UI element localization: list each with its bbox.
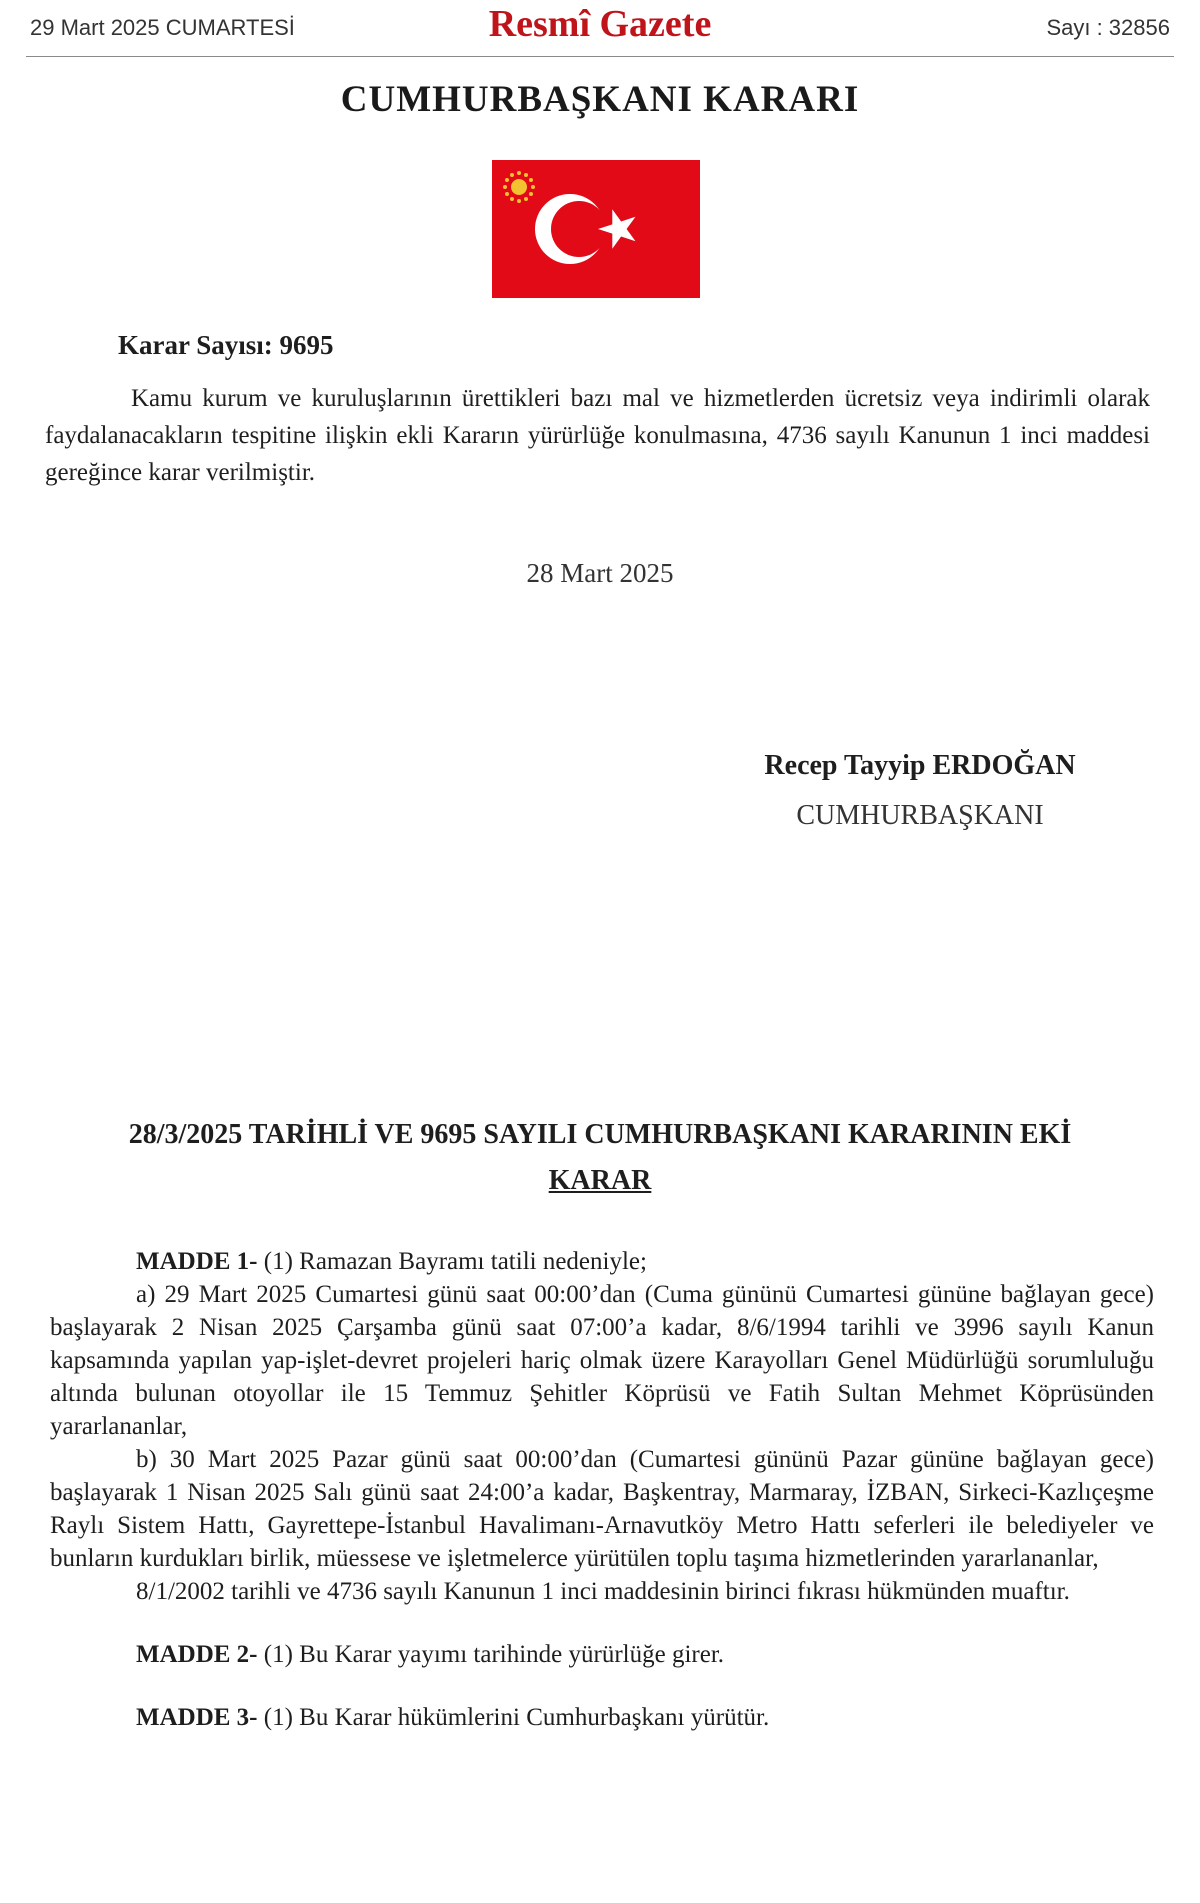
article-2: [50, 1638, 1154, 1671]
annex-articles: [50, 1245, 1154, 1734]
article-3-label: MADDE 3-: [136, 1704, 258, 1731]
signatory-title: CUMHURBAŞKANI: [796, 800, 1044, 831]
decision-number: Karar Sayısı: 9695: [118, 330, 334, 360]
article-1-label: MADDE 1-: [136, 1248, 258, 1275]
gazette-title: Resmî Gazete: [488, 3, 712, 45]
annex-title: [0, 1112, 1200, 1204]
annex-title-line2: KARAR: [548, 1165, 652, 1196]
article-1-closing: 8/1/2002 tarihli ve 4736 sayılı Kanunun 1 inci maddesinin birinci fıkrası hükmünden muaftır.: [136, 1578, 1070, 1605]
article-3-text: (1) Bu Karar hükümlerini Cumhurbaşkanı yürütür.: [257, 1704, 770, 1731]
article-2-text: (1) Bu Karar yayımı tarihinde yürürlüğe girer.: [257, 1641, 725, 1668]
article-2-label: MADDE 2-: [136, 1641, 258, 1668]
article-1-clause-b: b) 30 Mart 2025 Pazar günü saat 00:00’dan (Cumartesi gününü Pazar gününe bağlayan gece) başlayarak 1 Nisan 2025 Salı günü saat 24:00’a kadar, Başkentray, Marmaray, İZBAN, Sirkeci-Kazlıçeşme Raylı Sistem Hattı, Gayrettepe-İstanbul Havalimanı-Arnavutköy Metro Hattı seferleri ile belediyeler ve bunların kurdukları birlik, müessese ve işletmelerce yürütülen toplu taşıma hizmetlerinden yararlananlar,: [50, 1446, 1154, 1572]
turkish-flag-icon: [492, 160, 700, 298]
decree-body: Kamu kurum ve kuruluşlarının ürettikleri bazı mal ve hizmetlerden ücretsiz veya indirimli olarak faydalanacakların tespitine ilişkin ekli Kararın yürürlüğe konulmasına, 4736 sayılı Kanunun 1 inci maddesi gereğince karar verilmiştir.: [45, 385, 1150, 486]
gazette-masthead: [26, 0, 1174, 57]
issue-date: 29 Mart 2025 CUMARTESİ: [30, 15, 295, 40]
article-1-clause-a: a) 29 Mart 2025 Cumartesi günü saat 00:00’dan (Cuma gününü Cumartesi gününe bağlayan gece) başlayarak 2 Nisan 2025 Çarşamba günü saat 07:00’a kadar, 8/6/1994 tarihli ve 3996 sayılı Kanun kapsamında yapılan yap-işlet-devret projeleri hariç olmak üzere Karayolları Genel Müdürlüğü sorumluluğu altında bulunan otoyollar ile 15 Temmuz Şehitler Köprüsü ve Fatih Sultan Mehmet Köprüsünden yararlananlar,: [50, 1281, 1154, 1440]
article-3: [50, 1701, 1154, 1734]
annex-title-line1: 28/3/2025 TARİHLİ VE 9695 SAYILI CUMHURBAŞKANI KARARININ EKİ: [128, 1119, 1072, 1150]
decree-body-section: [45, 380, 1150, 491]
article-1-intro: [50, 1245, 1154, 1278]
decree-title: CUMHURBAŞKANI KARARI: [340, 79, 860, 120]
decree-date: 28 Mart 2025: [526, 558, 674, 588]
article-1-intro-text: (1) Ramazan Bayramı tatili nedeniyle;: [257, 1248, 647, 1275]
issue-number: Sayı : 32856: [1046, 15, 1170, 40]
signatory-name: Recep Tayyip ERDOĞAN: [764, 750, 1076, 781]
